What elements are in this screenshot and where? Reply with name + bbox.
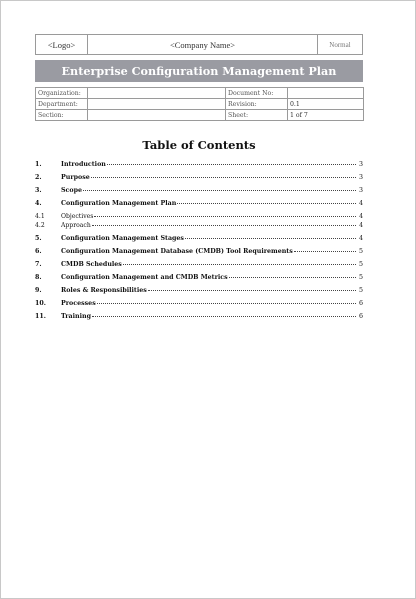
toc-leader-dots [123,264,356,265]
toc-entry[interactable] [35,274,363,283]
toc-entry-page: 4 [359,213,363,220]
document-no-label: Document No: [226,88,288,99]
toc-entry-number: 1. [35,161,42,168]
info-row-organization [36,88,364,99]
document-title: Enterprise Configuration Management Plan [61,64,337,78]
section-value [88,110,226,121]
info-row-section [36,110,364,121]
toc-leader-dots [83,190,356,191]
toc-entry-text: Configuration Management Stages [61,235,184,242]
toc-entry-page: 4 [359,222,363,229]
toc-entry-page: 5 [358,274,363,281]
toc-entry-page: 6 [358,300,363,307]
toc-entry-number: 5. [35,235,42,242]
header-row [35,34,363,55]
toc-entry[interactable] [35,187,363,196]
toc-entry-number: 6. [35,248,42,255]
organization-value [88,88,226,99]
toc-entry[interactable] [35,235,363,244]
logo-placeholder: <Logo> [36,35,88,54]
toc-entry-text: Purpose [61,174,90,181]
toc-entry-number: 3. [35,187,42,194]
sheet-value: 1 of 7 [288,110,364,121]
toc-entry-number: 9. [35,287,42,294]
toc-entry-text: Configuration Management and CMDB Metrics [61,274,228,281]
toc-entry-number: 4. [35,200,42,207]
toc-entry-page: 4 [358,200,363,207]
department-label: Department: [36,99,88,110]
toc-entry-number: 8. [35,274,42,281]
toc-entry-text: Processes [61,300,96,307]
toc-leader-dots [177,203,356,204]
toc-entry[interactable] [35,248,363,257]
toc-entry-page: 6 [358,313,363,320]
toc-entry-text: Training [61,313,91,320]
toc-entry-text: Configuration Management Plan [61,200,177,207]
toc-entry[interactable] [35,161,363,170]
toc-leader-dots [92,225,356,226]
toc-leader-dots [148,290,356,291]
toc-entry-text: Objectives [61,213,94,220]
toc-entry-page: 5 [358,287,363,294]
toc-entry-number: 10. [35,300,46,307]
toc-subentry[interactable] [35,222,363,231]
toc-leader-dots [185,238,356,239]
toc-entry-number: 4.2 [35,222,45,229]
toc-leader-dots [97,303,356,304]
toc-leader-dots [294,251,356,252]
document-no-value [288,88,364,99]
revision-value: 0.1 [288,99,364,110]
toc-entry[interactable] [35,174,363,183]
toc-entry[interactable] [35,300,363,309]
toc-entry-text: Introduction [61,161,106,168]
toc-entry-page: 4 [358,235,363,242]
toc-leader-dots [92,316,356,317]
toc-entry-page: 5 [358,248,363,255]
title-banner [35,60,363,82]
toc-entry-page: 5 [358,261,363,268]
toc-entry-text: Configuration Management Database (CMDB) Tool Requirements [61,248,293,255]
toc-entry-page: 3 [358,187,363,194]
toc-entry-number: 4.1 [35,213,45,220]
info-row-department [36,99,364,110]
toc-entry-number: 11. [35,313,46,320]
toc-subentry[interactable] [35,213,363,222]
toc-entry-text: Approach [61,222,91,229]
company-name: <Company Name> [88,35,318,54]
toc-entry-page: 3 [358,174,363,181]
revision-label: Revision: [226,99,288,110]
toc-entry[interactable] [35,313,363,322]
section-label: Section: [36,110,88,121]
toc-entry[interactable] [35,287,363,296]
toc-entry-text: Roles & Responsibilities [61,287,147,294]
toc-entry[interactable] [35,261,363,270]
toc-leader-dots [91,177,356,178]
info-table [35,87,364,121]
toc-leader-dots [94,216,356,217]
toc-entry-text: Scope [61,187,82,194]
toc-leader-dots [229,277,356,278]
toc-entry-number: 2. [35,174,42,181]
toc-title: Table of Contents [142,138,256,152]
status-label: Normal [329,40,351,49]
toc-entry-page: 3 [358,161,363,168]
toc-entry-number: 7. [35,261,42,268]
department-value [88,99,226,110]
toc-entry[interactable] [35,200,363,209]
toc-entry-text: CMDB Schedules [61,261,122,268]
organization-label: Organization: [36,88,88,99]
sheet-label: Sheet: [226,110,288,121]
toc-leader-dots [107,164,356,165]
